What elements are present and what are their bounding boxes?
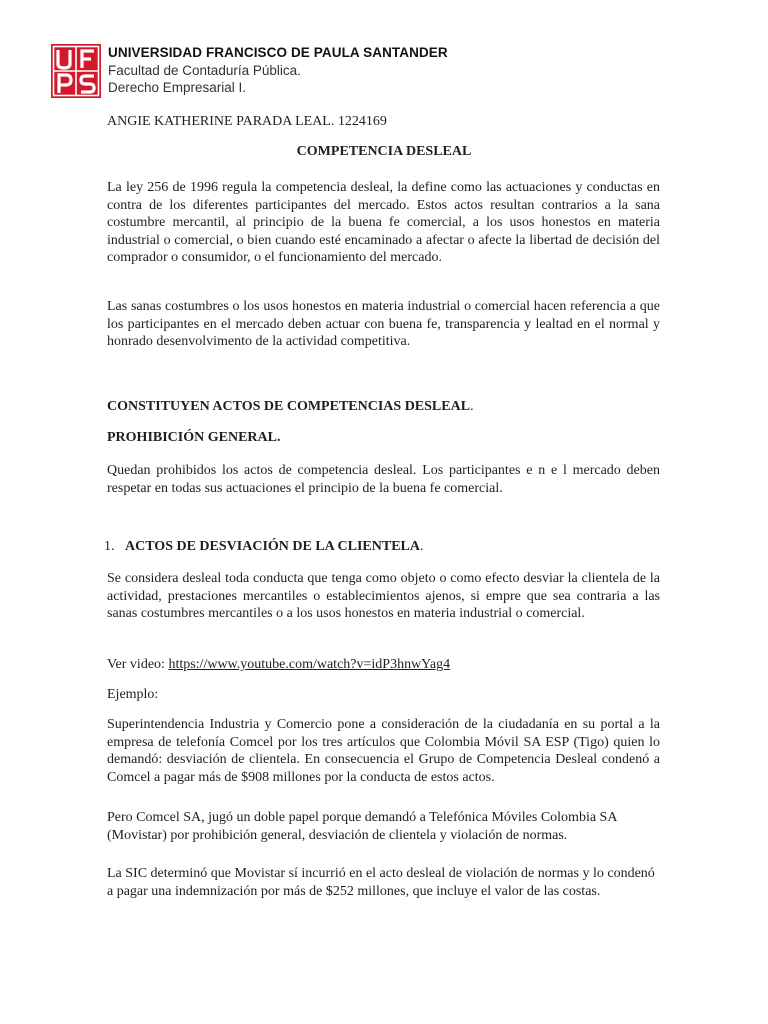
video-line xyxy=(107,656,660,674)
example-paragraph-3: La SIC determinó que Movistar sí incurrió en el acto desleal de violación de normas y lo condenó a pagar una indemnización por más de $252 millones, que incluye el valor de las costas. xyxy=(107,866,655,899)
general-heading: PROHIBICIÓN GENERAL. xyxy=(107,430,281,445)
video-label: Ver video: xyxy=(107,657,169,672)
example-paragraph-1: Superintendencia Industria y Comercio pone a consideración de la ciudadanía en su portal a la empresa de telefonía Comcel por los tres artículos que Colombia Móvil SA ESP (Tigo) quien lo demandó: desviación de clientela. En consecuencia el Grupo de Competencia Desleal condenó a Comcel a pagar más de $908 millones por la conducta de estos actos. xyxy=(107,717,660,785)
item-heading-text: ACTOS DE DESVIACIÓN DE LA CLIENTELA xyxy=(125,539,420,554)
item-heading-suffix: . xyxy=(419,539,424,554)
intro-paragraph-1: La ley 256 de 1996 regula la competencia desleal, la define como las actuaciones y conductas en contra de los diferentes participantes del mercado. Estos actos resultan contrarios a la sana costumbre mercantil, al principio de la buena fe comercial, a los usos honestos en materia industrial o comercial, o bien cuando esté encaminado a afectar o afecte la libertad de decisión del comprador o consumidor, o el funcionamiento del mercado. xyxy=(107,180,660,265)
section-heading xyxy=(107,399,474,415)
item-number: 1. xyxy=(104,539,115,554)
item-heading xyxy=(125,539,423,555)
course-name: Derecho Empresarial I. xyxy=(108,80,247,95)
example-paragraph-2: Pero Comcel SA, jugó un doble papel porque demandó a Telefónica Móviles Colombia SA (Movistar) por prohibición general, desviación de clientela y violación de normas. xyxy=(107,810,617,843)
general-paragraph: Quedan prohibidos los actos de competencia desleal. Los participantes e n e l mercado deben respetar en todas sus actuaciones el principio de la buena fe comercial. xyxy=(107,463,660,496)
video-link[interactable]: https://www.youtube.com/watch?v=idP3hnwYag4 xyxy=(168,657,451,672)
ufps-logo xyxy=(51,44,101,98)
document-title: COMPETENCIA DESLEAL xyxy=(296,144,472,159)
section-heading-suffix: . xyxy=(470,399,474,414)
university-name: UNIVERSIDAD FRANCISCO DE PAULA SANTANDER xyxy=(108,45,448,60)
item-paragraph: Se considera desleal toda conducta que tenga como objeto o como efecto desviar la clientela de la actividad, prestaciones mercantiles o establecimientos ajenos, si empre que sea contraria a las sanas costumbres mercantiles o a los usos honestos en materia industrial o comercial. xyxy=(107,571,660,621)
author-line: ANGIE KATHERINE PARADA LEAL. 1224169 xyxy=(107,114,387,129)
faculty-name: Facultad de Contaduría Pública. xyxy=(108,63,301,78)
section-heading-text: CONSTITUYEN ACTOS DE COMPETENCIAS DESLEAL xyxy=(107,399,471,414)
example-label: Ejemplo: xyxy=(107,687,159,702)
intro-paragraph-2: Las sanas costumbres o los usos honestos en materia industrial o comercial hacen referencia a que los participantes en el mercado deben actuar con buena fe, transparencia y lealtad en el normal y honrado desenvolvimento de la actividad competitiva. xyxy=(107,299,660,349)
